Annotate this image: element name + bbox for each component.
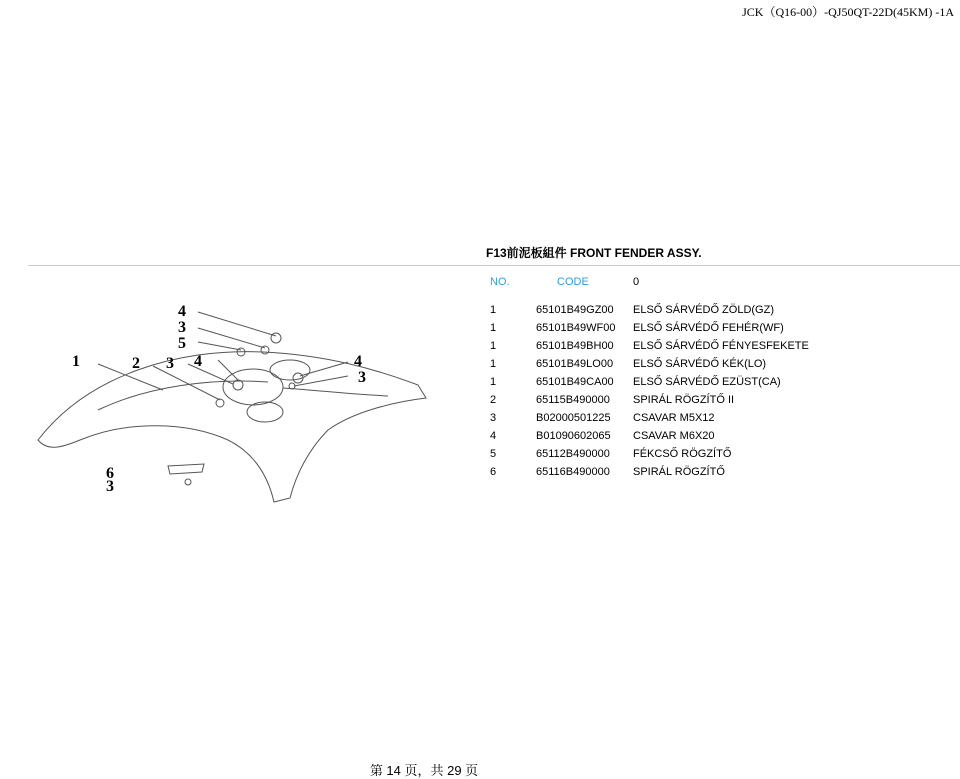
part-description: ELSŐ SÁRVÉDŐ KÉK(LO) (633, 358, 767, 370)
part-number: 1 (490, 358, 497, 370)
page-footer: 第 14 页，共 29 页 (369, 763, 479, 778)
clip-part (233, 380, 243, 390)
part-number: 2 (490, 394, 497, 406)
fender-exploded-diagram (28, 290, 468, 510)
part-code: 65101B49GZ00 (536, 304, 614, 316)
part-number: 1 (490, 322, 497, 334)
screw-part (185, 479, 191, 485)
part-code: B02000501225 (536, 412, 611, 424)
callout-label: 6 (106, 465, 114, 482)
title-divider (28, 265, 960, 266)
part-code: B01090602065 (536, 430, 611, 442)
part-code: 65101B49LO00 (536, 358, 614, 370)
screw-part (216, 399, 224, 407)
part-code: 65112B490000 (536, 448, 610, 460)
part-code: 65115B490000 (536, 394, 610, 406)
part-description: ELSŐ SÁRVÉDŐ EZÜST(CA) (633, 376, 781, 388)
part-description: CSAVAR M5X12 (633, 412, 715, 424)
page-header: JCK（Q16-00）-QJ50QT-22D(45KM) -1A (742, 5, 954, 19)
part-description: FÉKCSŐ RÖGZÍTŐ (633, 448, 732, 460)
part-number: 5 (490, 448, 497, 460)
callout-label: 4 (178, 303, 186, 320)
part-number: 6 (490, 466, 497, 478)
callout-label: 3 (106, 478, 114, 495)
column-header-description: 0 (633, 276, 640, 288)
callout-label: 5 (178, 335, 186, 352)
leader-line (300, 362, 348, 376)
callout-label: 1 (72, 353, 80, 370)
leader-line (198, 342, 241, 350)
callout-label: 4 (194, 353, 202, 370)
part-description: ELSŐ SÁRVÉDŐ FEHÉR(WF) (633, 322, 784, 334)
leader-line (198, 312, 276, 336)
callout-label: 3 (358, 369, 366, 386)
part-number: 1 (490, 340, 497, 352)
leader-line (98, 364, 163, 390)
leader-line (153, 366, 220, 400)
column-header-no: NO. (490, 276, 510, 288)
callout-label: 3 (166, 355, 174, 372)
column-header-code: CODE (557, 276, 589, 288)
part-number: 1 (490, 376, 497, 388)
part-description: SPIRÁL RÖGZÍTŐ II (633, 394, 735, 406)
part-description: CSAVAR M6X20 (633, 430, 715, 442)
part-code: 65116B490000 (536, 466, 610, 478)
section-title: F13前泥板組件 FRONT FENDER ASSY. (486, 246, 702, 260)
mounting-plate (247, 402, 283, 422)
spiral-clip-part (168, 464, 204, 474)
part-number: 3 (490, 412, 497, 424)
part-code: 65101B49WF00 (536, 322, 616, 334)
part-code: 65101B49CA00 (536, 376, 614, 388)
fender-crease-line (283, 388, 388, 396)
part-description: ELSŐ SÁRVÉDŐ ZÖLD(GZ) (633, 304, 774, 316)
part-number: 4 (490, 430, 497, 442)
callout-label: 2 (132, 355, 140, 372)
callout-label: 3 (178, 319, 186, 336)
mounting-plate (270, 360, 310, 380)
part-code: 65101B49BH00 (536, 340, 614, 352)
leader-line (198, 328, 265, 348)
part-number: 1 (490, 304, 497, 316)
part-description: ELSŐ SÁRVÉDŐ FÉNYESFEKETE (633, 340, 809, 352)
part-description: SPIRÁL RÖGZÍTŐ (633, 466, 725, 478)
callout-label: 4 (354, 353, 362, 370)
